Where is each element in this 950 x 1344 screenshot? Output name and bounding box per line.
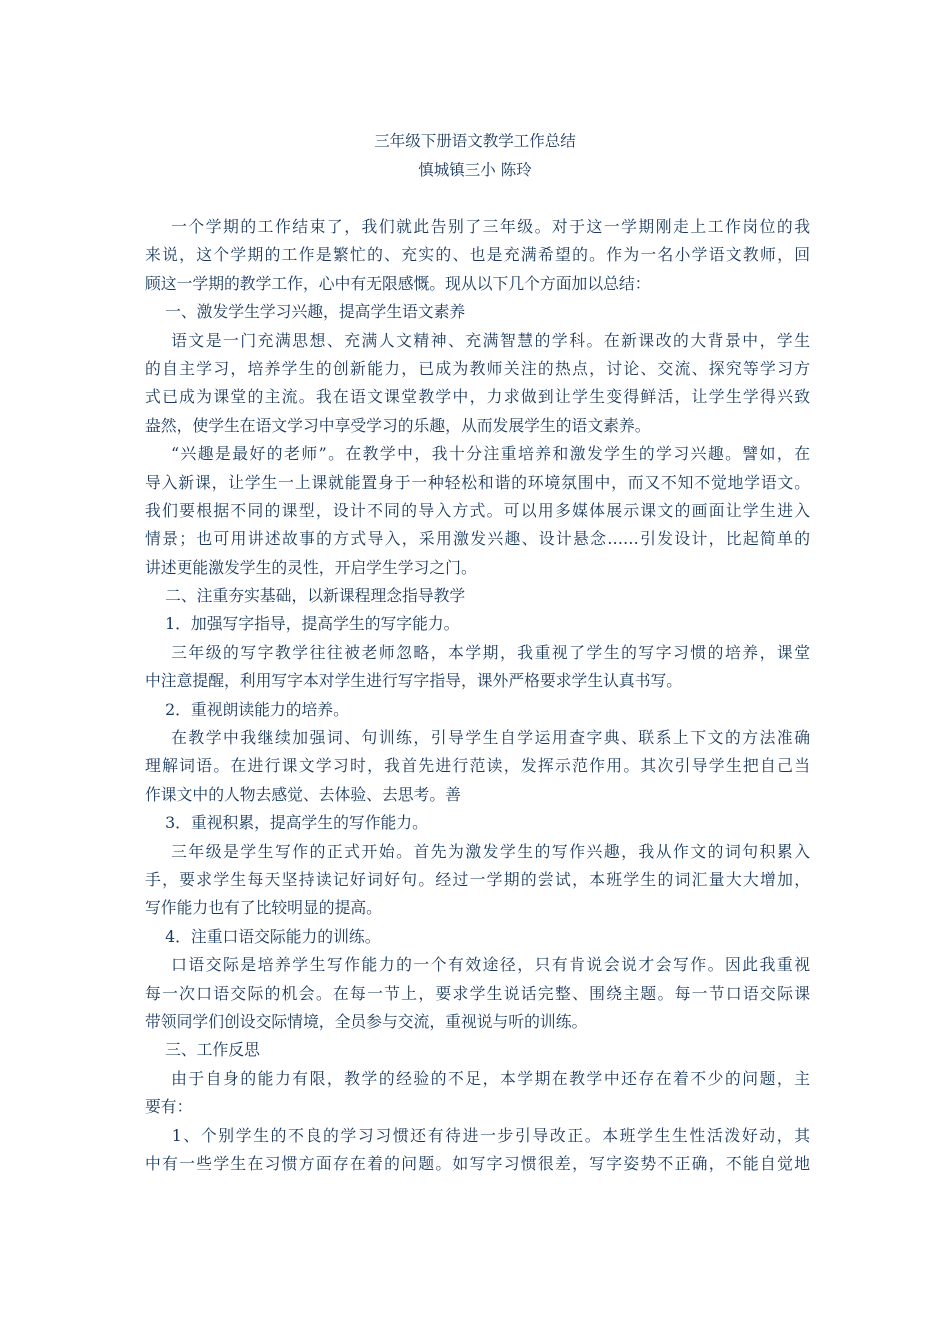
text-line: 1、个别学生的不良的学习习惯还有待进一步引导改正。本班学生生性活泼好动，其: [145, 1125, 810, 1145]
text-line: 情景；也可用讲述故事的方式导入，采用激发兴趣、设计悬念……引发设计，比起简单的: [145, 529, 810, 549]
text-line: 语文是一门充满思想、充满人文精神、充满智慧的学科。在新课改的大背景中，学生: [145, 330, 810, 350]
text-line: 作课文中的人物去感觉、去体验、去思考。善: [145, 784, 461, 804]
document-body: [145, 213, 810, 1178]
text-line: 3．重视积累，提高学生的写作能力。: [145, 813, 428, 833]
text-line: 一、激发学生学习兴趣，提高学生语文素养: [145, 302, 466, 322]
text-line: 的自主学习，培养学生的创新能力，已成为教师关注的热点，讨论、交流、探究等学习方: [145, 358, 810, 378]
author-line: 慎城镇三小 陈玲: [418, 161, 532, 179]
text-line: 讲述更能激发学生的灵性，开启学生学习之门。: [145, 557, 477, 577]
text-line: 中有一些学生在习惯方面存在着的问题。如写字习惯很差，写字姿势不正确，不能自觉地: [145, 1153, 810, 1173]
text-line: 在教学中我继续加强词、句训练，引导学生自学运用查字典、联系上下文的方法准确: [145, 728, 810, 748]
text-line: 理解词语。在进行课文学习时，我首先进行范读，发挥示范作用。其次引导学生把自己当: [145, 756, 810, 776]
text-line: 手，要求学生每天坚持读记好词好句。经过一学期的尝试，本班学生的词汇量大大增加，: [145, 869, 810, 889]
document-title: 三年级下册语文教学工作总结: [374, 132, 576, 150]
text-line: 一个学期的工作结束了，我们就此告别了三年级。对于这一学期刚走上工作岗位的我: [145, 217, 810, 236]
text-line: 盎然，使学生在语文学习中享受学习的乐趣，从而发展学生的语文素养。: [145, 415, 651, 435]
text-line: 式已成为课堂的主流。我在语文课堂教学中，力求做到让学生变得鲜活，让学生学得兴致: [145, 387, 810, 407]
text-line: 我们要根据不同的课型，设计不同的导入方式。可以用多媒体展示课文的画面让学生进入: [145, 500, 810, 520]
text-line: 导入新课，让学生一上课就能置身于一种轻松和谐的环境氛围中，而又不知不觉地学语文。: [145, 472, 810, 492]
text-line: 每一次口语交际的机会。在每一节上，要求学生说话完整、围绕主题。每一节口语交际课: [145, 983, 810, 1003]
text-line: 三、工作反思: [145, 1040, 260, 1060]
text-line: 要有：: [145, 1097, 193, 1117]
text-line: 由于自身的能力有限，教学的经验的不足，本学期在教学中还存在着不少的问题，主: [145, 1068, 810, 1088]
text-line: 二、注重夯实基础，以新课程理念指导教学: [145, 586, 466, 606]
text-line: 2．重视朗读能力的培养。: [145, 699, 349, 719]
text-line: 顾这一学期的教学工作，心中有无限感慨。现从以下几个方面加以总结：: [145, 273, 651, 293]
text-line: “兴趣是最好的老师”。在教学中，我十分注重培养和激发学生的学习兴趣。譬如，在: [145, 444, 810, 464]
text-line: 中注意提醒，利用写字本对学生进行写字指导，课外严格要求学生认真书写。: [145, 671, 683, 691]
text-line: 口语交际是培养学生写作能力的一个有效途径，只有肯说会说才会写作。因此我重视: [145, 955, 810, 975]
text-line: 4．注重口语交际能力的训练。: [145, 926, 381, 946]
text-line: 1．加强写字指导，提高学生的写字能力。: [145, 614, 460, 634]
text-line: 写作能力也有了比较明显的提高。: [145, 898, 382, 918]
text-line: 三年级是学生写作的正式开始。首先为激发学生的写作兴趣，我从作文的词句积累入: [145, 841, 810, 861]
text-line: 来说，这个学期的工作是繁忙的、充实的、也是充满希望的。作为一名小学语文教师，回: [145, 245, 810, 265]
text-line: 带领同学们创设交际情境，全员参与交流，重视说与听的训练。: [145, 1011, 588, 1031]
text-line: 三年级的写字教学往往被老师忽略，本学期，我重视了学生的写字习惯的培养，课堂: [145, 642, 810, 662]
